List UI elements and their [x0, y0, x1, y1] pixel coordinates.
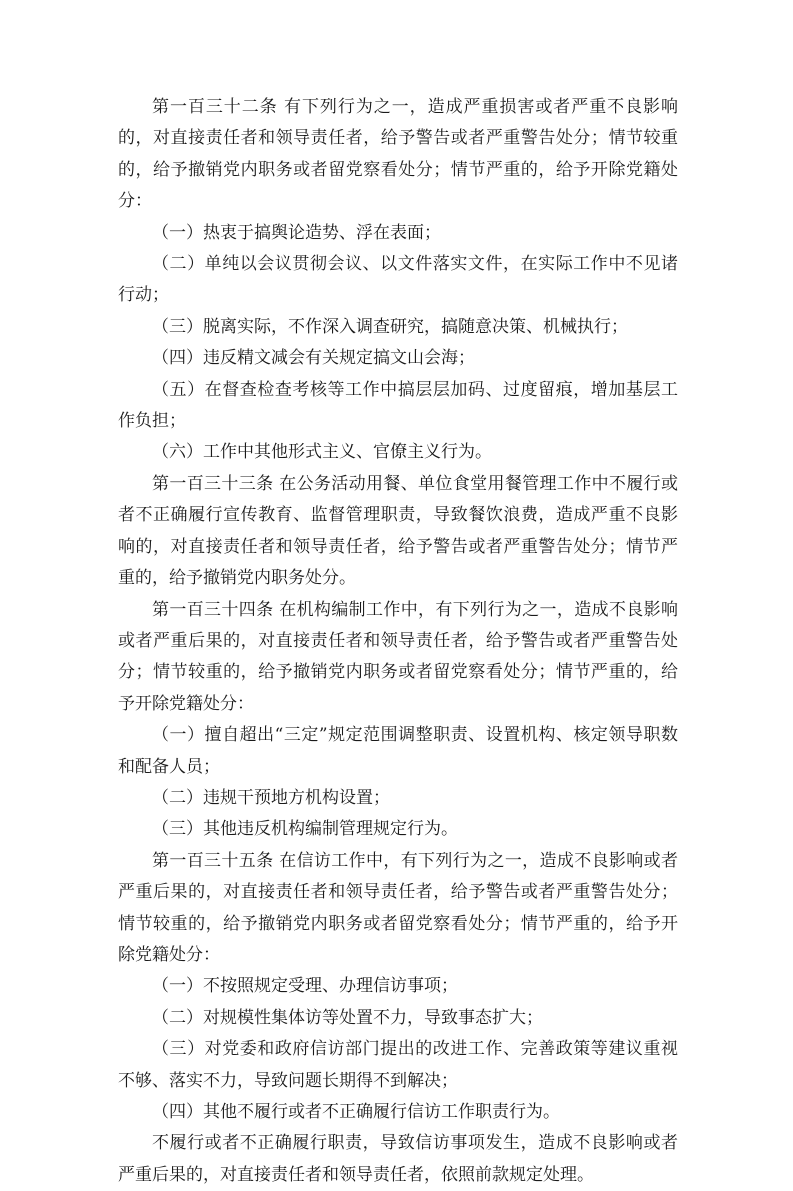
article-133-paragraph: 第一百三十三条 在公务活动用餐、单位食堂用餐管理工作中不履行或者不正确履行宣传教育、监督管理职责，导致餐饮浪费，造成严重不良影响的，对直接责任者和领导责任者，给予警告或者严重警告处分；情节严重的，给予撤销党内职务处分。: [118, 473, 678, 589]
article-134-item-1: （一）擅自超出“三定”规定范围调整职责、设置机构、核定领导职数和配备人员；: [118, 725, 678, 777]
article-132-item-1: （一）热衷于搞舆论造势、浮在表面；: [152, 222, 441, 243]
article-135-item-3: （三）对党委和政府信访部门提出的改进工作、完善政策等建议重视不够、落实不力，导致问题长期得不到解决；: [118, 1039, 678, 1091]
article-135-closing-paragraph: 不履行或者不正确履行职责，导致信访事项发生，造成不良影响或者严重后果的，对直接责任者和领导责任者，依照前款规定处理。: [118, 1133, 678, 1185]
article-134-paragraph: 第一百三十四条 在机构编制工作中，有下列行为之一，造成不良影响或者严重后果的，对直接责任者和领导责任者，给予警告或者严重警告处分；情节较重的，给予撤销党内职务或者留党察看处分；情节严重的，给予开除党籍处分：: [118, 599, 678, 714]
article-132-item-2: （二）单纯以会议贯彻会议、以文件落实文件，在实际工作中不见诸行动；: [118, 254, 678, 306]
article-135-item-1: （一）不按照规定受理、办理信访事项；: [152, 976, 458, 997]
article-132-item-4: （四）违反精文减会有关规定搞文山会海；: [152, 348, 475, 369]
article-135-paragraph: 第一百三十五条 在信访工作中，有下列行为之一，造成不良影响或者严重后果的，对直接责任者和领导责任者，给予警告或者严重警告处分；情节较重的，给予撤销党内职务或者留党察看处分；情节严重的，给予开除党籍处分：: [118, 850, 678, 965]
article-134-item-3: （三）其他违反机构编制管理规定行为。: [152, 819, 458, 840]
article-132-item-3: （三）脱离实际，不作深入调查研究，搞随意决策、机械执行；: [152, 316, 628, 337]
article-132-paragraph: 第一百三十二条 有下列行为之一，造成严重损害或者严重不良影响的，对直接责任者和领导责任者，给予警告或者严重警告处分；情节较重的，给予撤销党内职务或者留党察看处分；情节严重的，给予开除党籍处分：: [118, 97, 678, 212]
article-134-item-2: （二）违规干预地方机构设置；: [152, 787, 390, 808]
article-135-item-2: （二）对规模性集体访等处置不力，导致事态扩大；: [152, 1007, 543, 1028]
article-132-item-5: （五）在督查检查考核等工作中搞层层加码、过度留痕，增加基层工作负担；: [118, 379, 678, 432]
article-135-item-4: （四）其他不履行或者不正确履行信访工作职责行为。: [152, 1102, 560, 1122]
article-132-item-6: （六）工作中其他形式主义、官僚主义行为。: [152, 442, 492, 463]
document-page: [118, 92, 678, 1191]
